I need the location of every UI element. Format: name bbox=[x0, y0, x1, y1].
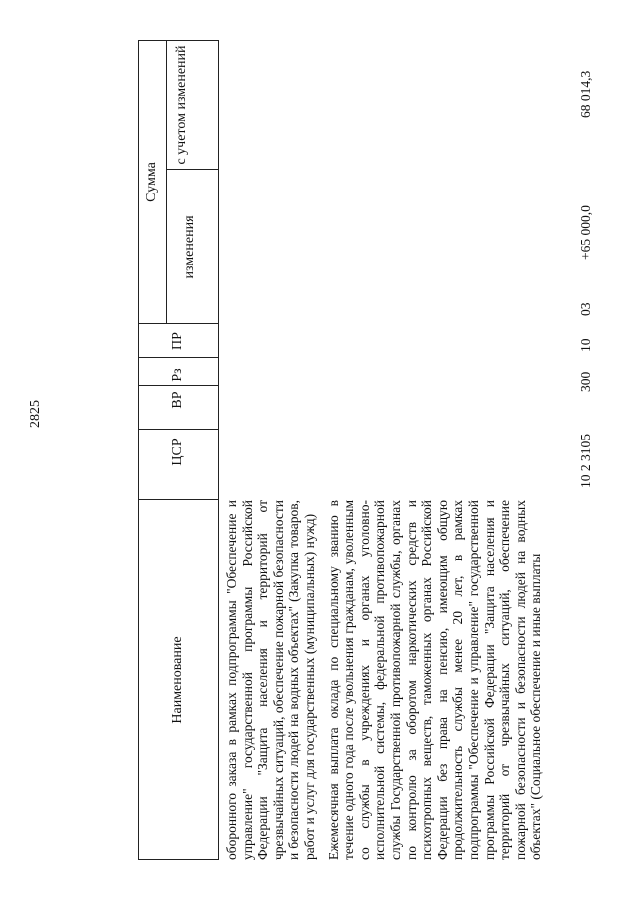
row-2-change: +65 000,0 bbox=[578, 205, 593, 260]
header-with-changes: с учетом изменений bbox=[174, 45, 189, 165]
sum-sub-divider bbox=[166, 40, 167, 324]
row-2-with-changes: 68 014,3 bbox=[578, 70, 593, 118]
header-vr: ВР bbox=[170, 391, 185, 409]
header-name: Наименование bbox=[170, 636, 185, 724]
row-2-rz: 10 bbox=[578, 338, 593, 352]
header-rz: Рз bbox=[170, 368, 185, 382]
row-2-text: Ежемесячная выплата оклада по специальному званию в течение одного года после увольнения гражданам, уволенным со службы в учреждениях и органах уголовно-исполнительной системы, федеральной противопожарной службы Государственной противопожарной службы, органах по контролю за оборотом наркотических средств и психотропных веществ, таможенных органах Российской Федерации без права на пенсию, имеющим общую продолжительность службы менее 20 лет, в рамках подпрограммы "Обеспечение и управление" государственной программы Российской Федерации "Защита населения и территорий от чрезвычайных ситуаций, обеспечение пожарной безопасности и безопасности людей на водных объектах" (Социальное обеспечение и иные выплаты bbox=[325, 500, 544, 860]
row-2-vr: 300 bbox=[578, 371, 593, 392]
header-pr: ПР bbox=[170, 332, 185, 350]
header-csr: ЦСР bbox=[170, 438, 185, 466]
header-sum: Сумма bbox=[144, 162, 159, 202]
header-bottom-border bbox=[218, 40, 219, 860]
rotated-table bbox=[138, 40, 598, 860]
row-2-pr: 03 bbox=[578, 302, 593, 316]
row-1-text: оборонного заказа в рамках подпрограммы "Обеспечение и управление" государственной программы Российской Федерации "Защита населения и территорий от чрезвычайных ситуаций, обеспечение пожарной безопасности и безопасности людей на водных объектах" (Закупка товаров, работ и услуг для государственных (муниципальных) нужд) bbox=[224, 500, 317, 860]
rows-names bbox=[224, 500, 552, 860]
row-2-csr: 10 2 3105 bbox=[578, 434, 593, 488]
page-number: 2825 bbox=[28, 400, 43, 428]
header-top-border bbox=[138, 40, 139, 860]
header-change: изменения bbox=[182, 215, 197, 279]
